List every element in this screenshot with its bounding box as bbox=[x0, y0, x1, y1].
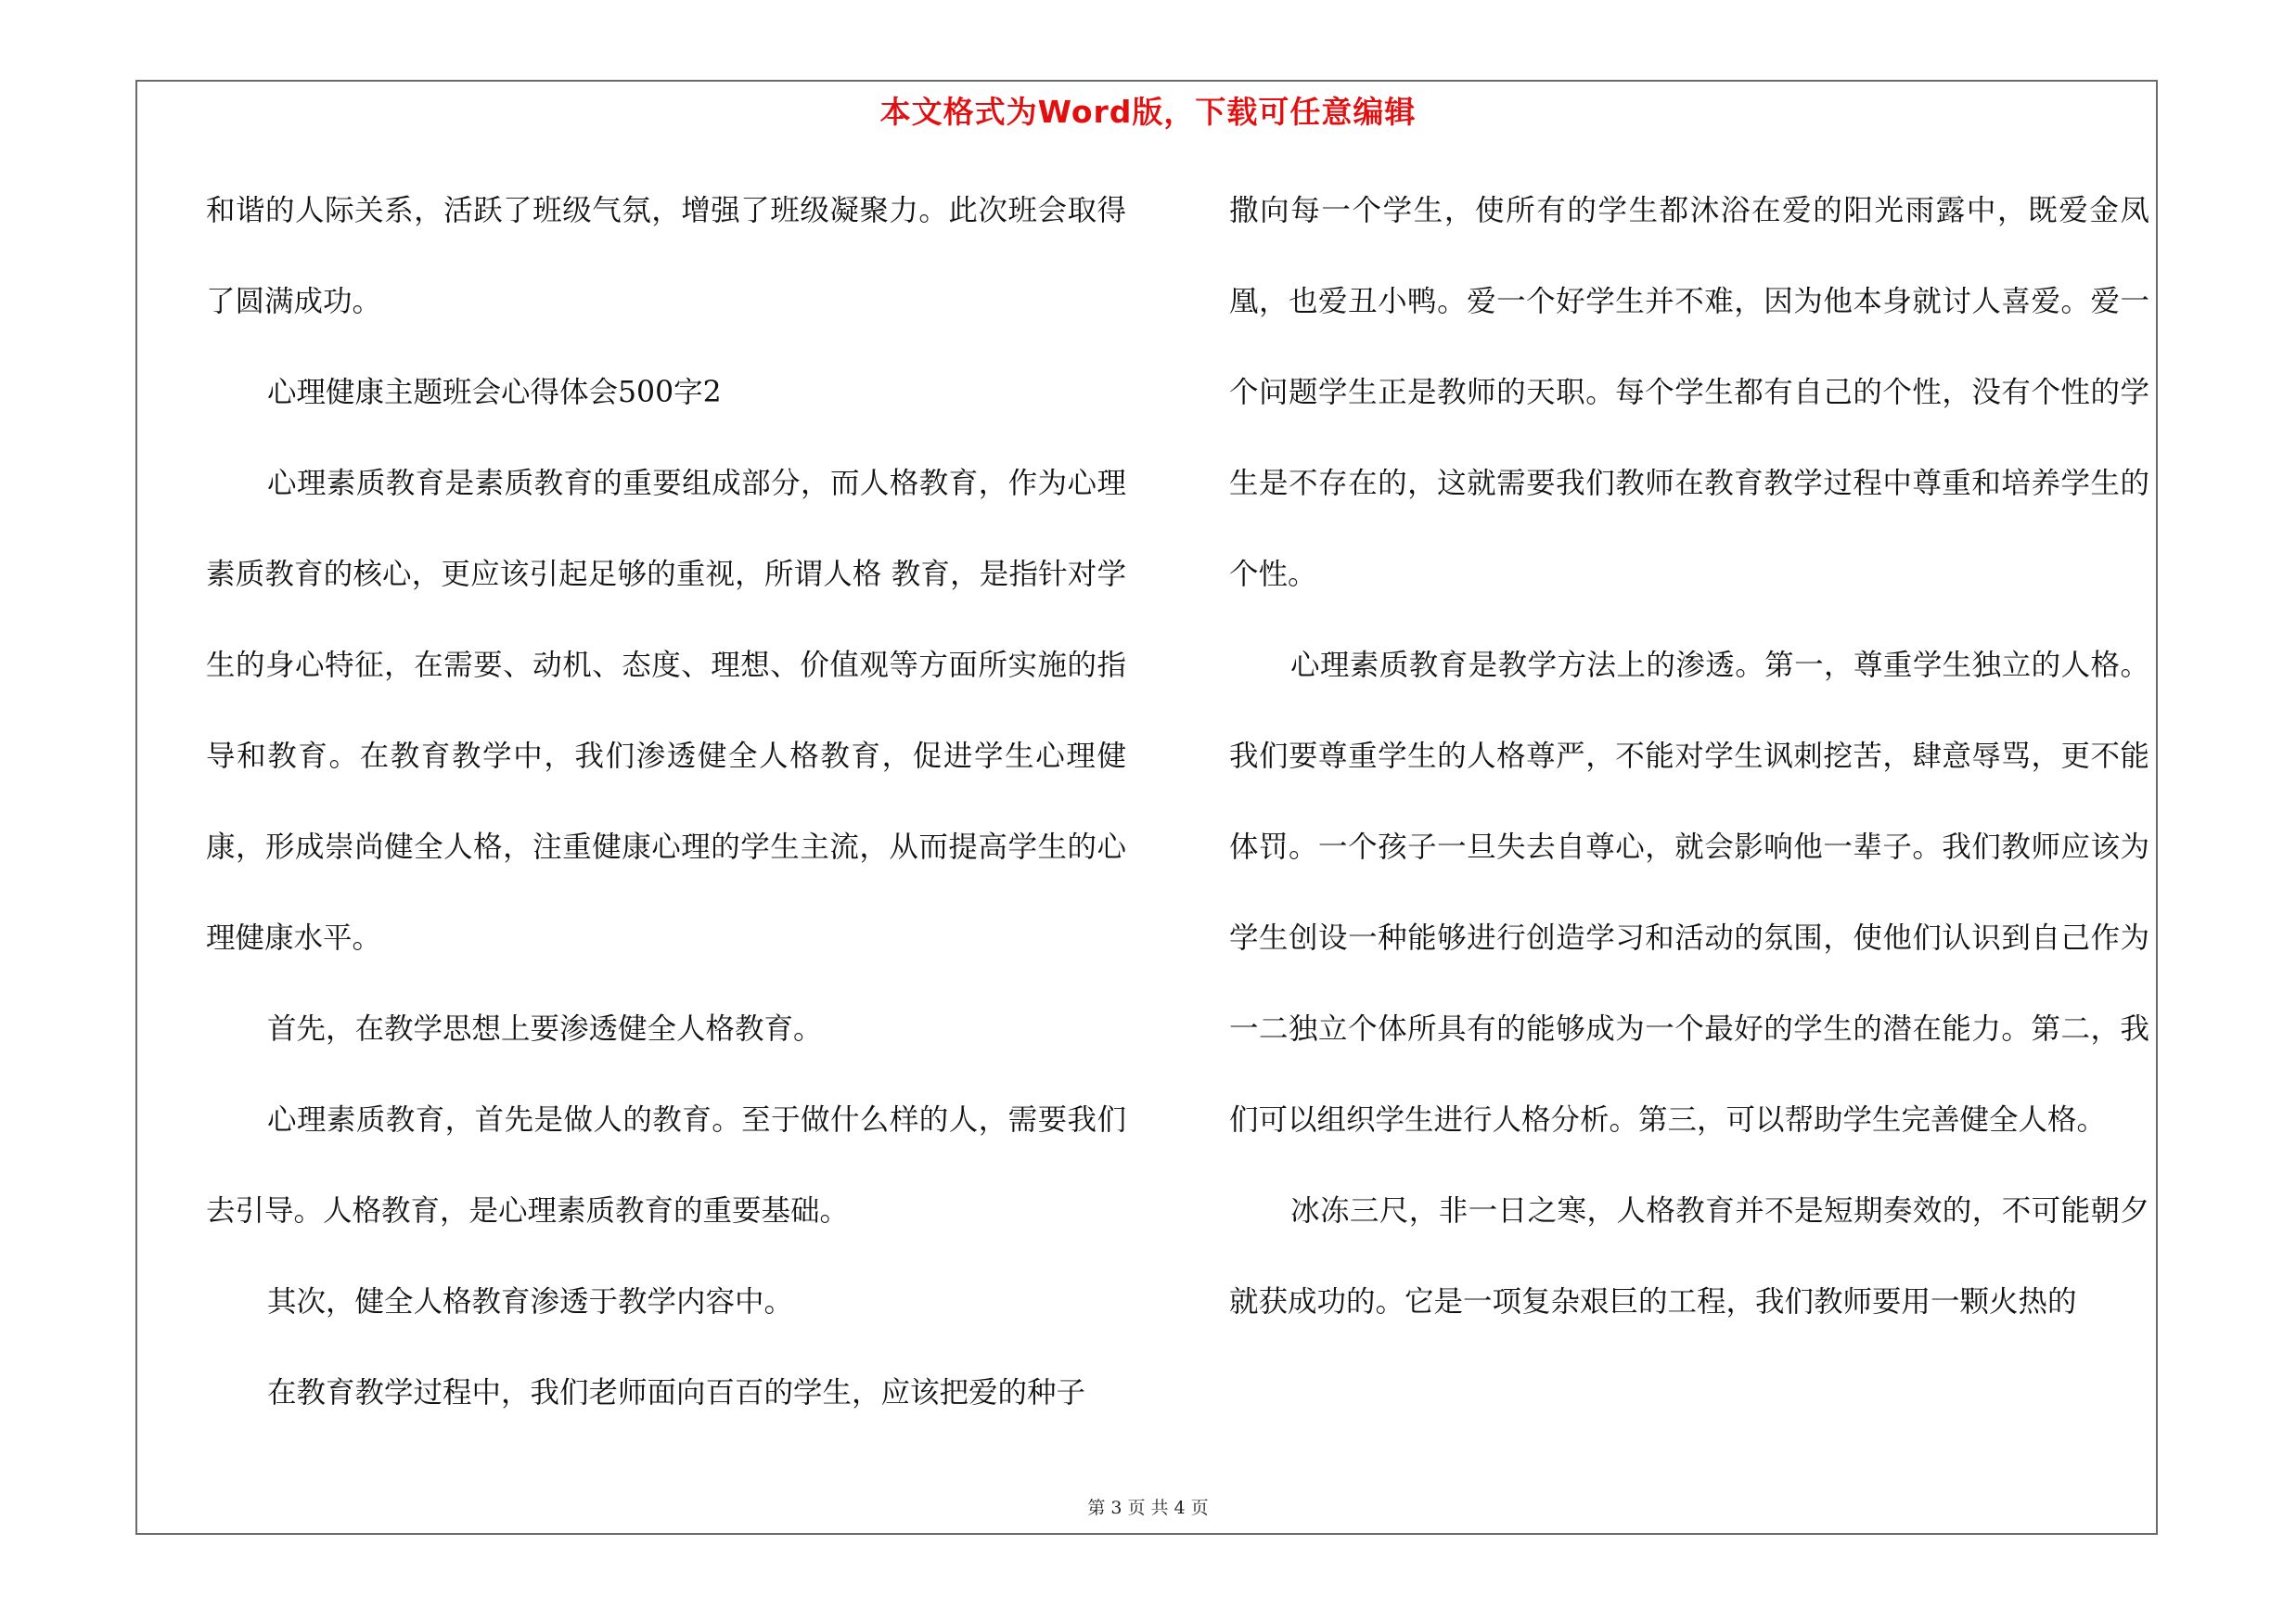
paragraph: 冰冻三尺，非一日之寒，人格教育并不是短期奏效的，不可能朝夕就获成功的。它是一项复杂艰巨的工程，我们教师要用一颗火热的 bbox=[1229, 1194, 2149, 1319]
paragraph: 心理素质教育，首先是做人的教育。至于做什么样的人，需要我们去引导。人格教育，是心理素质教育的重要基础。 bbox=[206, 1103, 1126, 1228]
page-number-footer: 第 3 页 共 4 页 bbox=[1087, 1498, 1209, 1518]
right-text-column bbox=[1229, 165, 2149, 1347]
paragraph: 和谐的人际关系，活跃了班级气氛，增强了班级凝聚力。此次班会取得了圆满成功。 bbox=[206, 194, 1126, 318]
paragraph: 其次，健全人格教育渗透于教学内容中。 bbox=[267, 1285, 794, 1319]
format-notice-banner: 本文格式为Word版，下载可任意编辑 bbox=[879, 94, 1417, 130]
paragraph: 心理素质教育是教学方法上的渗透。第一，尊重学生独立的人格。我们要尊重学生的人格尊严，不能对学生讽刺挖苦，肆意辱骂，更不能体罚。一个孩子一旦失去自尊心，就会影响他一辈子。我们教师应该为学生创设一种能够进行创造学习和活动的氛围，使他们认识到自己作为一二独立个体所具有的能够成为一个最好的学生的潜在能力。第二，我们可以组织学生进行人格分析。第三，可以帮助学生完善健全人格。 bbox=[1229, 649, 2149, 1137]
paragraph: 心理素质教育是素质教育的重要组成部分，而人格教育，作为心理素质教育的核心，更应该引起足够的重视，所谓人格 教育，是指针对学生的身心特征，在需要、动机、态度、理想、价值观等方面所实施的指导和教育。在教育教学中，我们渗透健全人格教育，促进学生心理健康，形成崇尚健全人格，注重健康心理的学生主流，从而提高学生的心理健康水平。 bbox=[206, 467, 1126, 955]
paragraph: 在教育教学过程中，我们老师面向百百的学生，应该把爱的种子 bbox=[267, 1376, 1086, 1410]
left-text-column bbox=[206, 165, 1126, 1438]
paragraph: 撒向每一个学生，使所有的学生都沐浴在爱的阳光雨露中，既爱金凤凰，也爱丑小鸭。爱一个好学生并不难，因为他本身就讨人喜爱。爱一个问题学生正是教师的天职。每个学生都有自己的个性，没有个性的学生是不存在的，这就需要我们教师在教育教学过程中尊重和培养学生的个性。 bbox=[1229, 194, 2149, 591]
section-heading: 心理健康主题班会心得体会500字2 bbox=[267, 376, 722, 409]
paragraph: 首先，在教学思想上要渗透健全人格教育。 bbox=[267, 1012, 823, 1046]
